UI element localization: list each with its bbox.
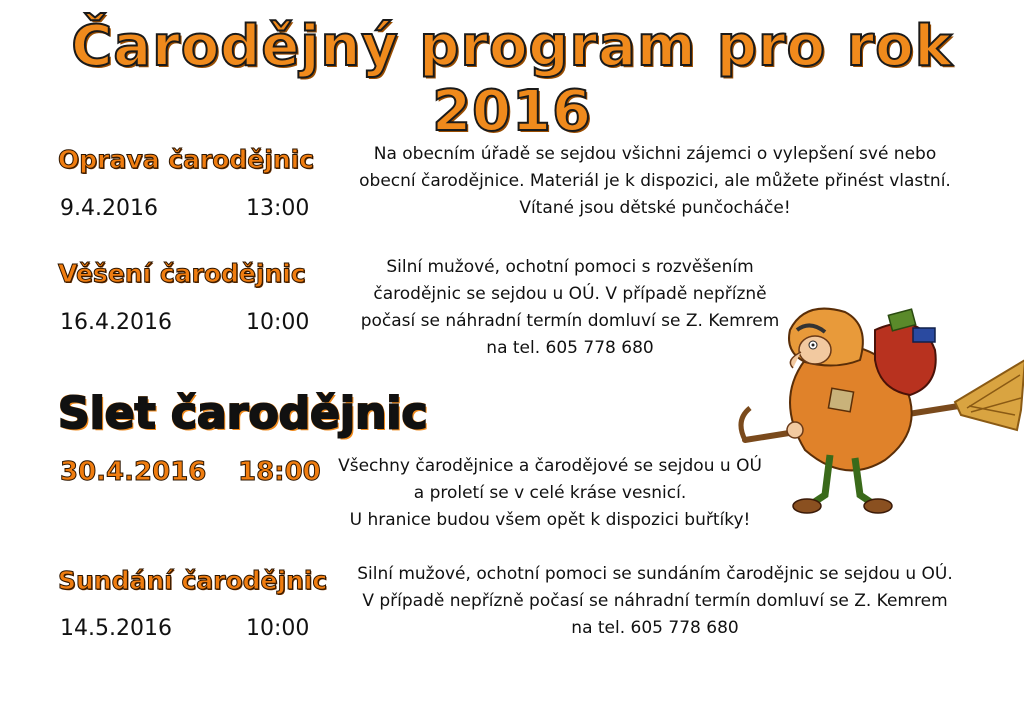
event-description-slet (335, 453, 765, 534)
description-line: Vítané jsou dětské punčocháče! (519, 198, 791, 218)
description-line: počasí se náhradní termín domluví se Z. Kemrem (360, 311, 780, 331)
description-line: Silní mužové, ochotní pomoci s rozvěšením (386, 257, 754, 277)
description-line: Silní mužové, ochotní pomoci se sundáním čarodějnic se sejdou u OÚ. (357, 564, 953, 584)
event-time-sundani: 10:00 (246, 616, 310, 641)
event-heading-veseni: Věšení čarodějnic (58, 259, 306, 288)
page-title: Čarodějný program pro rok 2016 (71, 14, 953, 144)
event-description-sundani (340, 561, 970, 642)
event-description-oprava (335, 141, 975, 222)
event-date-oprava: 9.4.2016 (60, 196, 158, 221)
description-line: na tel. 605 778 680 (571, 618, 739, 638)
event-heading-sundani: Sundání čarodějnic (58, 566, 328, 595)
event-time-slet: 18:00 (238, 457, 321, 487)
event-heading-oprava: Oprava čarodějnic (58, 145, 315, 174)
event-description-veseni (340, 254, 800, 362)
event-time-oprava: 13:00 (246, 196, 310, 221)
description-line: U hranice budou všem opět k dispozici buřtíky! (349, 510, 751, 530)
description-line: obecní čarodějnice. Materiál je k dispozici, ale můžete přinést vlastní. (359, 171, 951, 191)
description-line: čarodějnic se sejdou u OÚ. V případě nepřízně (373, 284, 767, 304)
event-date-sundani: 14.5.2016 (60, 616, 172, 641)
description-line: Na obecním úřadě se sejdou všichni zájemci o vylepšení své nebo (373, 144, 937, 164)
description-line: Všechny čarodějnice a čarodějové se sejdou u OÚ (338, 456, 762, 476)
event-heading-slet: Slet čarodějnic (58, 388, 428, 439)
description-line: V případě nepřízně počasí se náhradní termín domluví se Z. Kemrem (362, 591, 948, 611)
event-date-veseni: 16.4.2016 (60, 310, 172, 335)
event-time-veseni: 10:00 (246, 310, 310, 335)
event-date-slet: 30.4.2016 (60, 457, 207, 487)
description-line: na tel. 605 778 680 (486, 338, 654, 358)
description-line: a proletí se v celé kráse vesnicí. (413, 483, 687, 503)
witch-on-broom-icon (735, 290, 1024, 520)
